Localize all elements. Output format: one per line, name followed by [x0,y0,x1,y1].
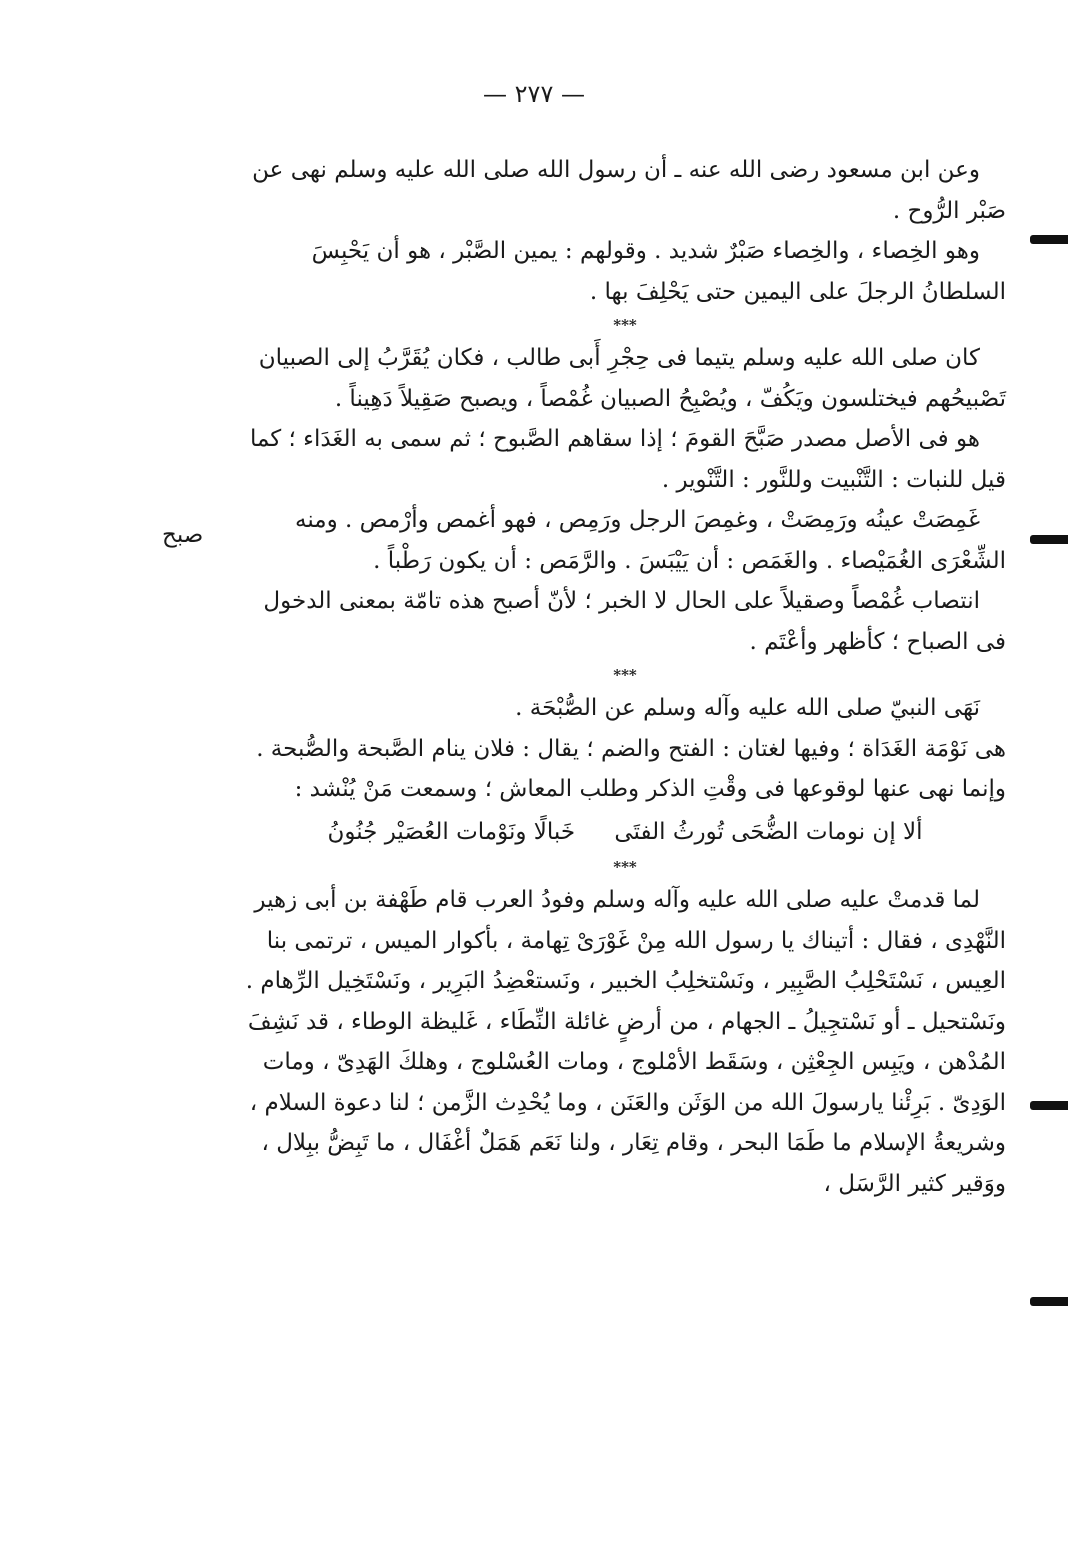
paragraph: وهو الخِصاء ، والخِصاء صَبْرٌ شديد . وقولهم : يمين الصَّبْر ، هو أن يَحْبِسَ السلطانُ الرجلَ على اليمين حتى يَحْلِفَ بها . [311,238,1006,305]
poetry-verse [244,812,1006,853]
section-separator: *** [613,316,637,334]
main-text [244,150,1006,1204]
paragraph: كان صلى الله عليه وسلم يتيما فى حِجْرِ أَبى طالب ، فكان يُقَرَّبُ إلى الصبيان تَصْبيحُهم فيختلسون ويَكُفّ ، ويُصْبِحُ الصبيان غُمْصاً ، ويصبح صَقِيلاً دَهِيناً . [258,345,1006,412]
paragraph: لما قدمتْ عليه صلى الله عليه وآله وسلم وفودُ العرب قام طَهْفة بن أبى زهير النَّهْدِى ، فقال : أتيناك يا رسول الله مِنْ غَوْرَىْ تِهامة ، بأكوار الميس ، ترتمى بنا العِيس ، نَسْتَحْلِبُ الصَّبِير ، ونَسْتخلِبُ الخبير ، ونَستعْضِدُ البَرِير ، ونَسْتَخِيل الرِّهام . ونَسْتحيل ـ أو نَسْتجِيلُ ـ الجهام ، من أرضٍ غائلة النِّطَاء ، غَليظة الوطاء ، قد نَشِفَ المُدْهن ، ويَبِس الجِعْثِن ، وسَقَط الأمْلوج ، ومات العُسْلوج ، وهلكَ الهَدِىّ ، ومات الوَدِىّ . بَرِئْنا يارسولَ الله من الوَثَن والعَنَن ، وما يُحْدِث الزَّمن ؛ لنا دعوة السلام ، وشريعةُ الإسلام ما طَمَا البحر ، وقام تِعَار ، ولنا نَعَم هَمَلٌ أغْفَال ، ما تَبِضُّ ببِلال ، ووَقير كثير الرَّسَل ، [245,887,1006,1197]
verse-second-hemistich: خَبالًا ونَوْمات العُصَيْر جُنُونُ [327,818,576,845]
page-number: — ٢٧٧ — [483,80,585,108]
paragraph: انتصاب غُمْصاً وصقيلاً على الحال لا الخبر ؛ لأنّ أصبح هذه تامّة بمعنى الدخول فى الصباح ؛ كأظهر وأعْتَم . [263,588,1006,655]
verse-first-hemistich: ألا إن نومات الضُّحَى تُورثُ الفتَى [614,818,923,845]
margin-mark [1030,1297,1068,1306]
margin-headword: صبح [162,522,204,548]
section-separator: *** [613,858,637,876]
paragraph: هى نَوْمَة الغَدَاة ؛ وفيها لغتان : الفتح والضم ؛ يقال : فلان ينام الصَّبحة والصُّبحة . وإنما نهى عنها لوقوعها فى وقْتِ الذكر وطلب المعاش ؛ وسمعت مَنْ يُنْشد : [256,735,1006,802]
paragraph: هو فى الأصل مصدر صَبَّحَ القومَ ؛ إذا سقاهم الصَّبوح ؛ ثم سمى به الغَدَاء ؛ كما قيل للنبات : التَّنْبيت وللنَّور : التَّنْوير . [249,426,1006,493]
section-separator: *** [613,666,637,684]
margin-mark [1030,535,1068,544]
margin-mark [1030,235,1068,244]
paragraph: نَهَى النبيّ صلى الله عليه وآله وسلم عن الصُّبْحَة . [515,695,980,721]
margin-mark [1030,1101,1068,1110]
paragraph: غَمِصَتْ عينُه ورَمِصَتْ ، وغمِصَ الرجل ورَمِص ، فهو أغمص وأرْمص . ومنه الشِّعْرَى الغُمَيْصاء . والغَمَص : أن يَيْبَسَ . والرَّمَص : أن يكون رَطْباً . [295,507,1006,574]
paragraph: وعن ابن مسعود رضى الله عنه ـ أن رسول الله صلى الله عليه وسلم نهى عن صَبْر الرُّوح . [252,157,1006,224]
